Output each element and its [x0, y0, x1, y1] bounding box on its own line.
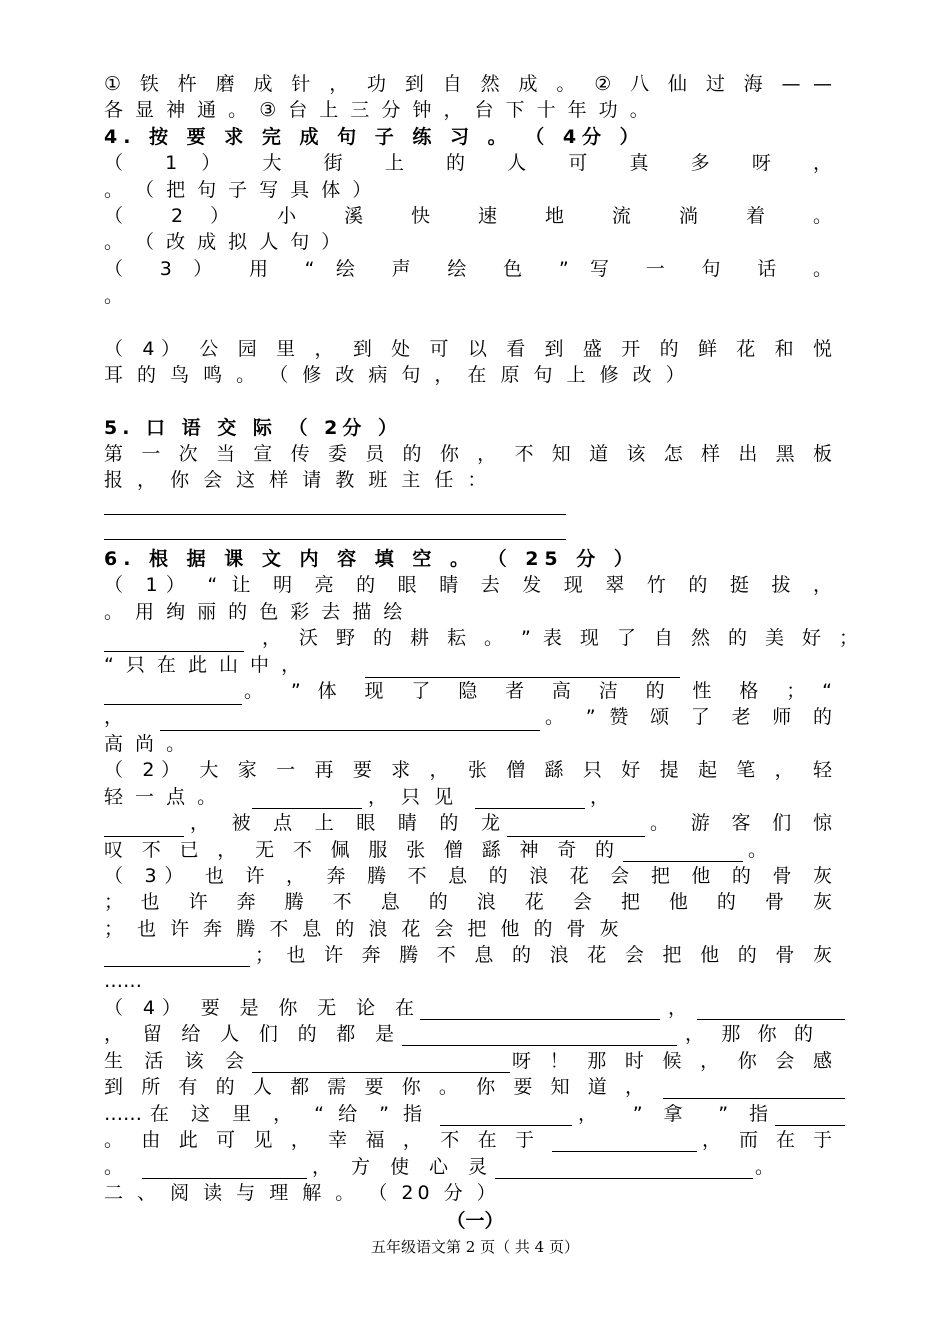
q4-item-4-line-1: （ 4） 公 园 里 ， 到 处 可 以 看 到 盛 开 的 鲜 花 和 悦	[104, 338, 832, 360]
q6-blank-14[interactable]	[252, 1072, 510, 1073]
q6-item-4-line-5a: ……在 这 里 ， “ 给 ” 指	[104, 1103, 422, 1125]
q6-item-4-line-2a: ， 留 给 人 们 的 都 是	[104, 1023, 394, 1045]
q6-item-2-line-1: （ 2） 大 家 一 再 要 求 ， 张 僧 繇 只 好 提 起 笔 ， 轻	[104, 759, 832, 781]
q6-blank-17[interactable]	[775, 1125, 845, 1126]
page-footer: 五年级语文第 2 页（ 共 4 页）	[371, 1238, 579, 1256]
q6-item-3-line-4: ； 也 许 奔 腾 不 息 的 浪 花 会 把 他 的 骨 灰	[255, 944, 832, 966]
q4-item-4-line-2: 耳 的 鸟 鸣 。 （ 修 改 病 句 ， 在 原 句 上 修 改 ）	[104, 364, 689, 386]
part-2-title: 二 、 阅 读 与 理 解 。 （ 20 分 ）	[104, 1182, 500, 1204]
q6-blank-13[interactable]	[402, 1045, 677, 1046]
question-5-title: 5. 口 语 交 际 （ 2分 ）	[104, 417, 402, 439]
q6-blank-19[interactable]	[142, 1178, 307, 1179]
q6-item-3-line-5: ……	[104, 970, 142, 992]
q6-item-4-line-1b: ，	[668, 997, 688, 1019]
q4-item-3-end: 。	[104, 285, 124, 307]
q6-item-4-line-3a: 生 活 该 会	[104, 1050, 244, 1072]
q6-blank-18[interactable]	[552, 1151, 697, 1152]
q6-item-1-line-6-start: ，	[104, 706, 124, 728]
q6-blank-15[interactable]	[663, 1098, 845, 1099]
q6-blank-10[interactable]	[104, 966, 250, 967]
proverb-line-1: ① 铁 杵 磨 成 针 ， 功 到 自 然 成 。 ② 八 仙 过 海 — —	[104, 73, 832, 95]
q5-answer-line-1[interactable]	[104, 514, 566, 515]
q4-item-1-instruction: 。 （ 把 句 子 写 具 体 ）	[104, 179, 375, 201]
q6-item-1-line-5: 。 ” 体 现 了 隐 者 高 洁 的 性 格 ； “	[244, 680, 832, 702]
q6-blank-16[interactable]	[440, 1125, 572, 1126]
q6-item-2-line-4a: 叹 不 已 ， 无 不 佩 服 张 僧 繇 神 奇 的	[104, 839, 614, 861]
question-4-title: 4. 按 要 求 完 成 句 子 练 习 。 （ 4分 ）	[104, 126, 645, 148]
q6-item-4-line-1a: （ 4） 要 是 你 无 论 在	[104, 997, 414, 1019]
q6-blank-9[interactable]	[623, 861, 743, 862]
q6-item-2-line-3a: ， 被 点 上 眼 睛 的 龙	[190, 812, 500, 834]
q6-item-4-line-2b: ， 那 你 的	[685, 1023, 813, 1045]
q6-blank-11[interactable]	[420, 1019, 660, 1020]
q6-item-1-line-7: 高 尚 。	[104, 733, 189, 755]
q6-item-1-line-3: ， 沃 野 的 耕 耘 。 ” 表 现 了 自 然 的 美 好 ；	[262, 627, 858, 649]
q5-text-line-2: 报 ， 你 会 这 样 请 教 班 主 任 ：	[104, 469, 491, 491]
q6-item-2-line-4b: 。	[748, 839, 768, 861]
q6-item-1-line-1: （ 1） “ 让 明 亮 的 眼 睛 去 发 现 翠 竹 的 挺 拔 ，	[104, 574, 832, 596]
q4-item-2-instruction: 。 （ 改 成 拟 人 句 ）	[104, 231, 344, 253]
q5-answer-line-2[interactable]	[104, 539, 566, 540]
q4-item-2: （ 2 ） 小 溪 快 速 地 流 淌 着 。	[104, 205, 832, 227]
q4-item-3: （ 3 ） 用 “ 绘 声 绘 色 ” 写 一 句 话 。	[104, 258, 832, 280]
q6-item-4-line-4: 到 所 有 的 人 都 需 要 你 。 你 要 知 道 ，	[104, 1076, 644, 1098]
q6-item-2-line-3b: 。 游 客 们 惊	[650, 812, 832, 834]
q6-item-2-line-2a: 轻 一 点 。	[104, 786, 220, 808]
q6-blank-5[interactable]	[252, 808, 362, 809]
question-6-title: 6. 根 据 课 文 内 容 填 空 。 （ 25 分 ）	[104, 548, 639, 570]
q6-item-3-line-2: ； 也 许 奔 腾 不 息 的 浪 花 会 把 他 的 骨 灰	[104, 891, 832, 913]
q6-item-4-line-6b: ， 而 在 于	[702, 1129, 832, 1151]
q6-item-4-line-7a: 。	[104, 1156, 124, 1178]
q6-item-4-line-7c: 。	[755, 1156, 775, 1178]
q6-blank-6[interactable]	[475, 808, 585, 809]
q6-blank-20[interactable]	[495, 1178, 753, 1179]
q6-item-3-line-3: ； 也 许 奔 腾 不 息 的 浪 花 会 把 他 的 骨 灰	[104, 918, 623, 940]
q6-item-4-line-5b: ， ” 拿 ” 指	[578, 1103, 768, 1125]
q4-item-1: （ 1 ） 大 街 上 的 人 可 真 多 呀 ，	[104, 152, 832, 174]
q6-item-2-line-2b: ， 只 见	[368, 786, 458, 808]
q6-item-4-line-3b: 呀 ！ 那 时 候 ， 你 会 感	[512, 1050, 832, 1072]
q6-item-1-line-2: 。 用 绚 丽 的 色 彩 去 描 绘	[104, 601, 406, 623]
q6-item-1-line-6: 。 ” 赞 颂 了 老 师 的	[545, 706, 832, 728]
q6-item-4-line-7b: ， 方 使 心 灵	[312, 1156, 487, 1178]
proverb-line-2: 各 显 神 通 。 ③ 台 上 三 分 钟 ， 台 下 十 年 功 。	[104, 99, 652, 121]
q6-item-1-line-4: “ 只 在 此 山 中 ，	[104, 654, 304, 676]
q5-text-line-1: 第 一 次 当 宣 传 委 员 的 你 ， 不 知 道 该 怎 样 出 黑 板	[104, 443, 832, 465]
q6-item-4-line-6a: 。 由 此 可 见 ， 幸 福 ， 不 在 于	[104, 1129, 534, 1151]
q6-item-3-line-1: （ 3） 也 许 ， 奔 腾 不 息 的 浪 花 会 把 他 的 骨 灰	[104, 865, 832, 887]
q6-item-2-line-2c: ，	[590, 786, 610, 808]
q6-blank-12[interactable]	[697, 1019, 845, 1020]
reading-section-label: （一）	[446, 1210, 504, 1232]
